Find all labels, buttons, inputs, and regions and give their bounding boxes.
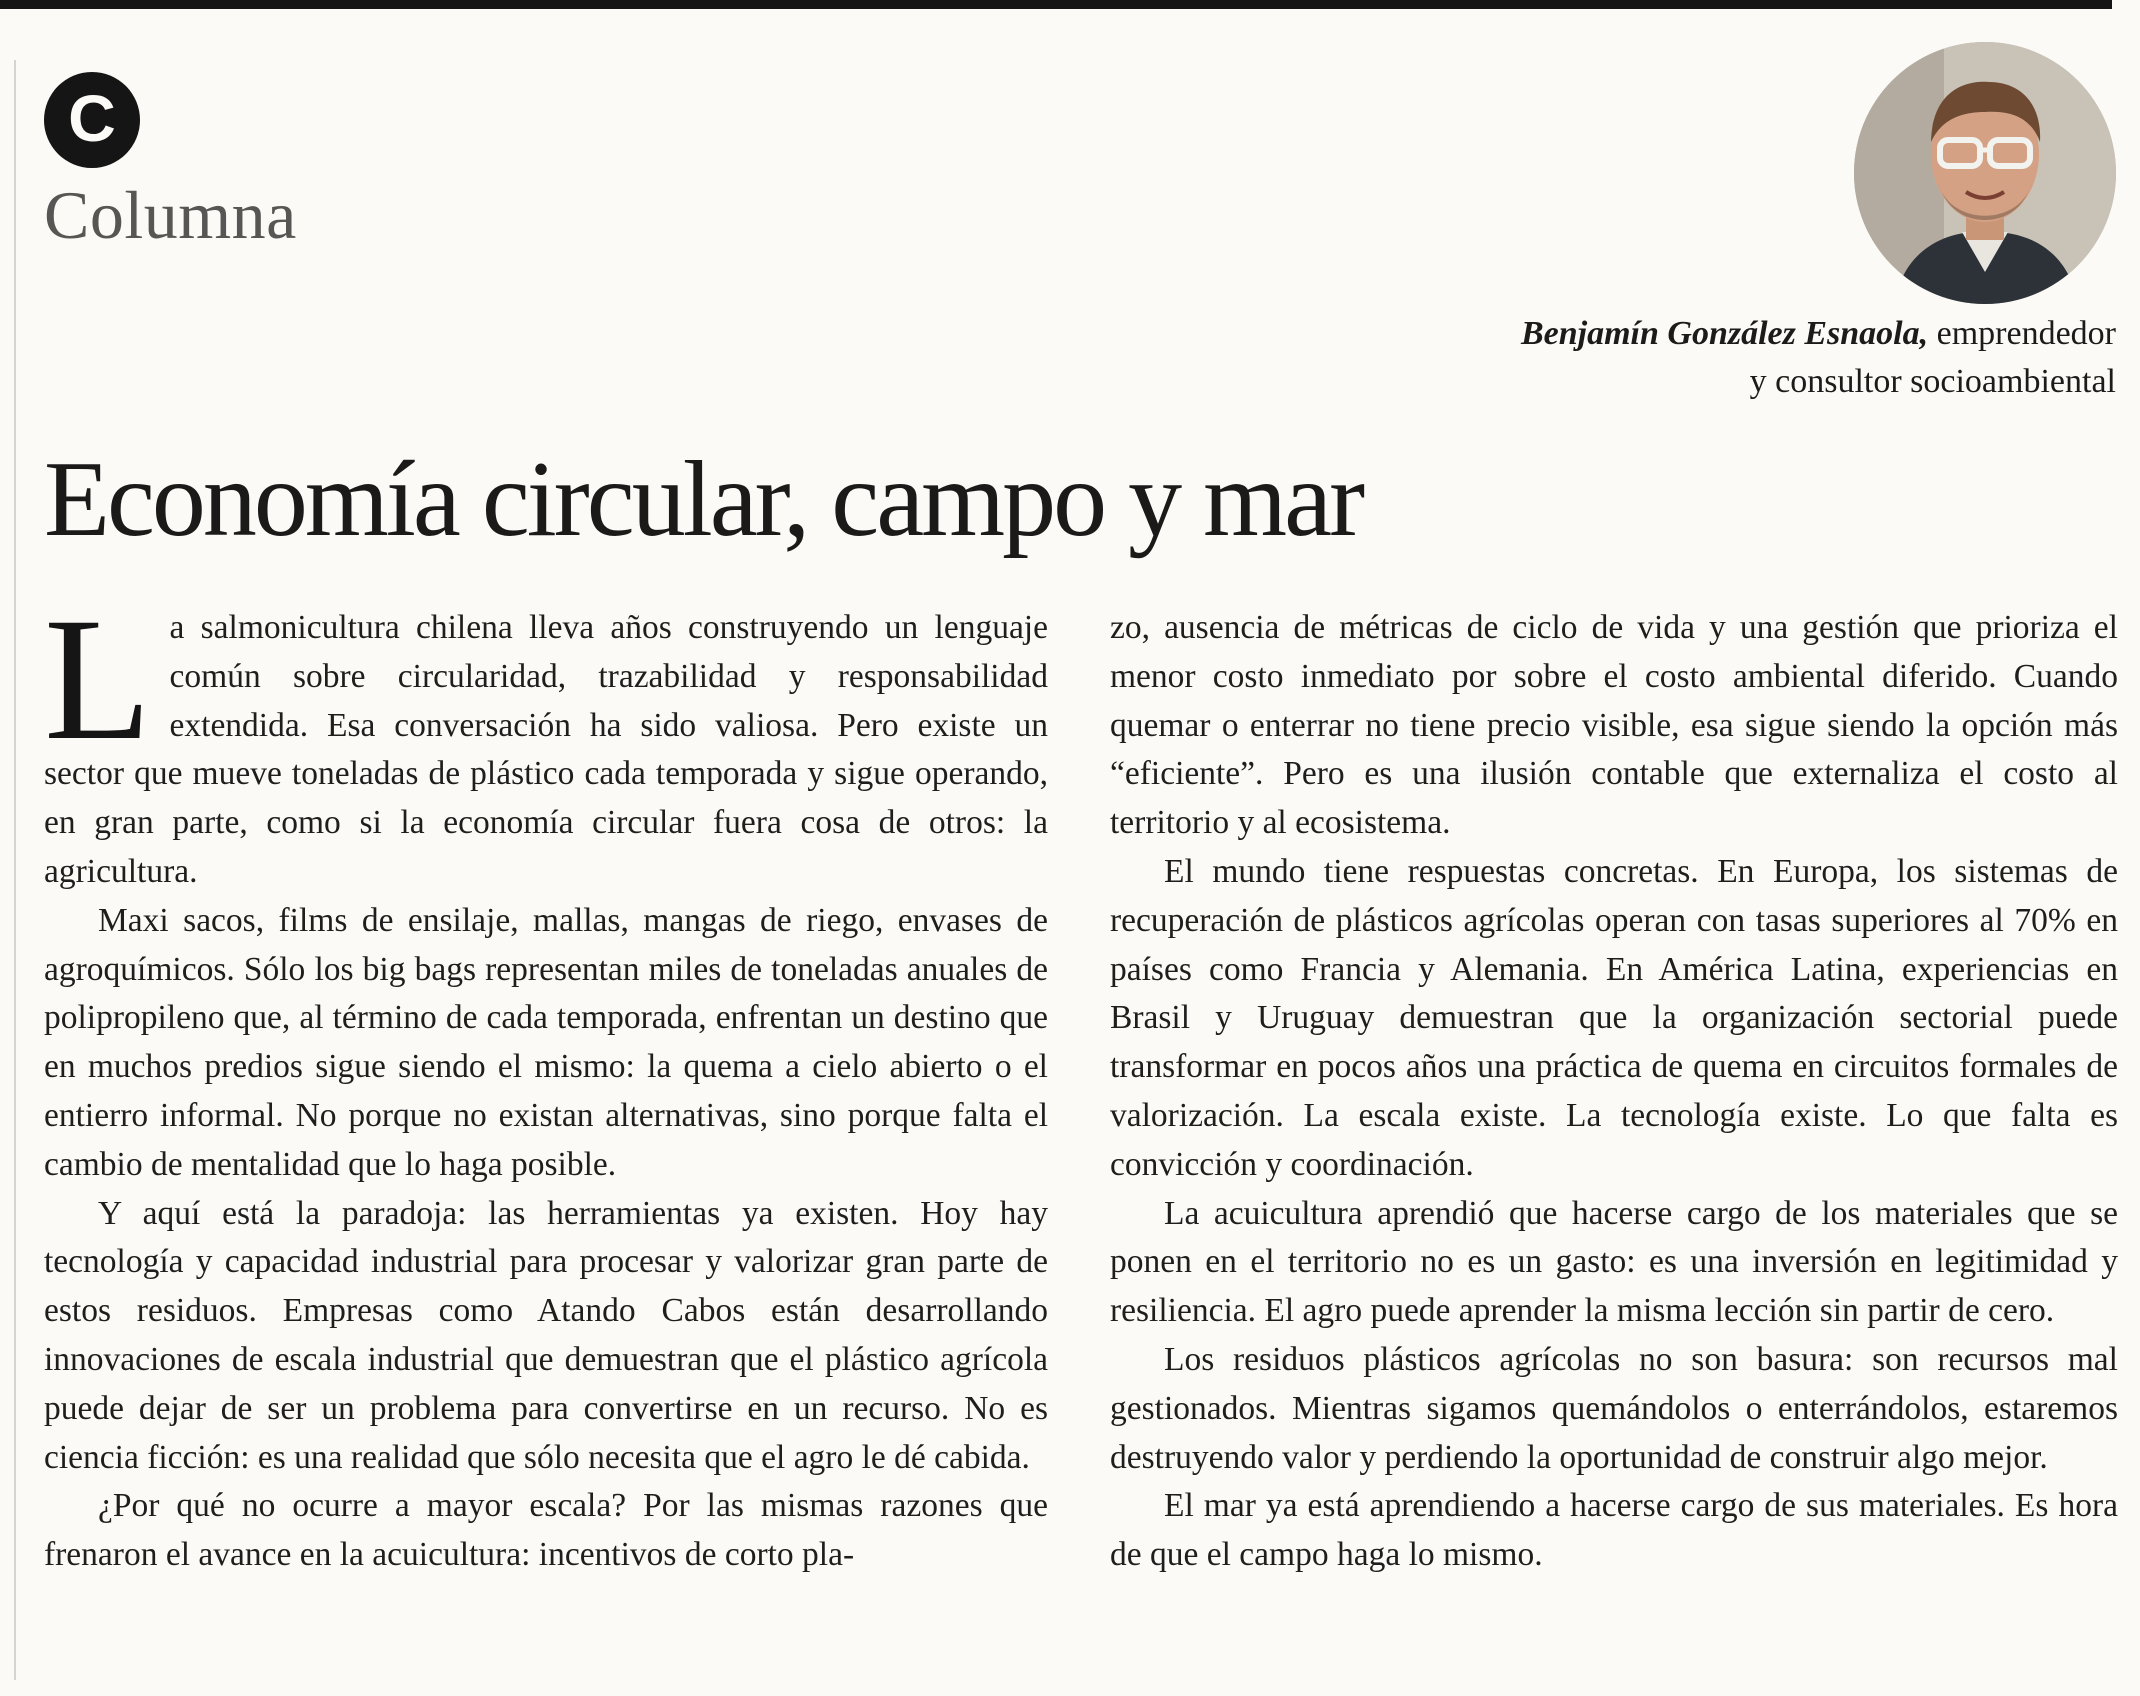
- byline: [1216, 310, 2116, 406]
- author-role-line1: emprendedor: [1928, 315, 2116, 352]
- author-role-line2: y consultor socioambiental: [1749, 363, 2116, 400]
- article-paragraph: ¿Por qué no ocurre a mayor escala? Por las mismas razones que frenaron el avance en la acuicultura: incentivos de corto pla-: [44, 1487, 1048, 1574]
- column-divider: [14, 60, 16, 1680]
- author-name: Benjamín González Esnaola,: [1520, 315, 1929, 352]
- article-column-1: [44, 582, 1048, 1580]
- article-paragraph: zo, ausencia de métricas de ciclo de vida y una gestión que prioriza el menor costo inmediato por sobre el costo ambiental diferido. Cuando quemar o enterrar no tiene precio visible, esa sigue siendo la opción más “eficiente”. Pero es una ilusión contable que externaliza el costo al territorio y al ecosistema.: [1110, 609, 2118, 842]
- paragraph-text: a salmonicultura chilena lleva años construyendo un lenguaje común sobre circularidad, trazabilidad y responsabilidad extendida. Esa conversación ha sido valiosa. Pero existe un sector que mueve toneladas de plástico cada temporada y sigue operando, en gran parte, como si la economía circular fuera cosa de otros: la agricultura.: [44, 609, 1048, 890]
- article-paragraph: El mar ya está aprendiendo a hacerse cargo de sus materiales. Es hora de que el campo haga lo mismo.: [1110, 1487, 2118, 1574]
- article-column-2: [1110, 604, 2118, 1580]
- drop-cap: L: [44, 582, 152, 777]
- article-paragraph: Maxi sacos, films de ensilaje, mallas, mangas de riego, envases de agroquímicos. Sólo los big bags representan miles de toneladas anuales de polipropileno que, al término de cada temporada, enfrentan un destino que en muchos predios sigue siendo el mismo: la quema a cielo abierto o el entierro informal. No porque no existan alternativas, sino porque falta el cambio de mentalidad que lo haga posible.: [44, 901, 1048, 1183]
- column-badge-icon: [44, 72, 140, 168]
- article-paragraph: Los residuos plásticos agrícolas no son basura: son recursos mal gestionados. Mientras sigamos quemándolos o enterrándolos, estaremos destruyendo valor y perdiendo la oportunidad de construir algo mejor.: [1110, 1340, 2118, 1476]
- article-paragraph: Y aquí está la paradoja: las herramientas ya existen. Hoy hay tecnología y capacidad industrial para procesar y valorizar gran parte de estos residuos. Empresas como Atando Cabos están desarrollando innovaciones de escala industrial que demuestran que el plástico agrícola puede dejar de ser un problema para convertirse en un recurso. No es ciencia ficción: es una realidad que sólo necesita que el agro le dé cabida.: [44, 1194, 1048, 1476]
- column-badge-letter: C: [68, 81, 116, 155]
- section-label: Columna: [44, 177, 297, 253]
- headline: Economía circular, campo y mar: [44, 440, 1363, 559]
- article-paragraph: La acuicultura aprendió que hacerse cargo de los materiales que se ponen en el territorio no es un gasto: es una inversión en legitimidad y resiliencia. El agro puede aprender la misma lección sin partir de cero.: [1110, 1194, 2118, 1330]
- article-paragraph: [44, 582, 1048, 897]
- author-photo: [1854, 42, 2116, 304]
- top-rule: [0, 0, 2112, 9]
- article-paragraph: El mundo tiene respuestas concretas. En Europa, los sistemas de recuperación de plásticos agrícolas operan con tasas superiores al 70% en países como Francia y Alemania. En América Latina, experiencias en Brasil y Uruguay demuestran que la organización sectorial puede transformar en pocos años una práctica de quema en circuitos formales de valorización. La escala existe. La tecnología existe. Lo que falta es convicción y coordinación.: [1110, 852, 2118, 1183]
